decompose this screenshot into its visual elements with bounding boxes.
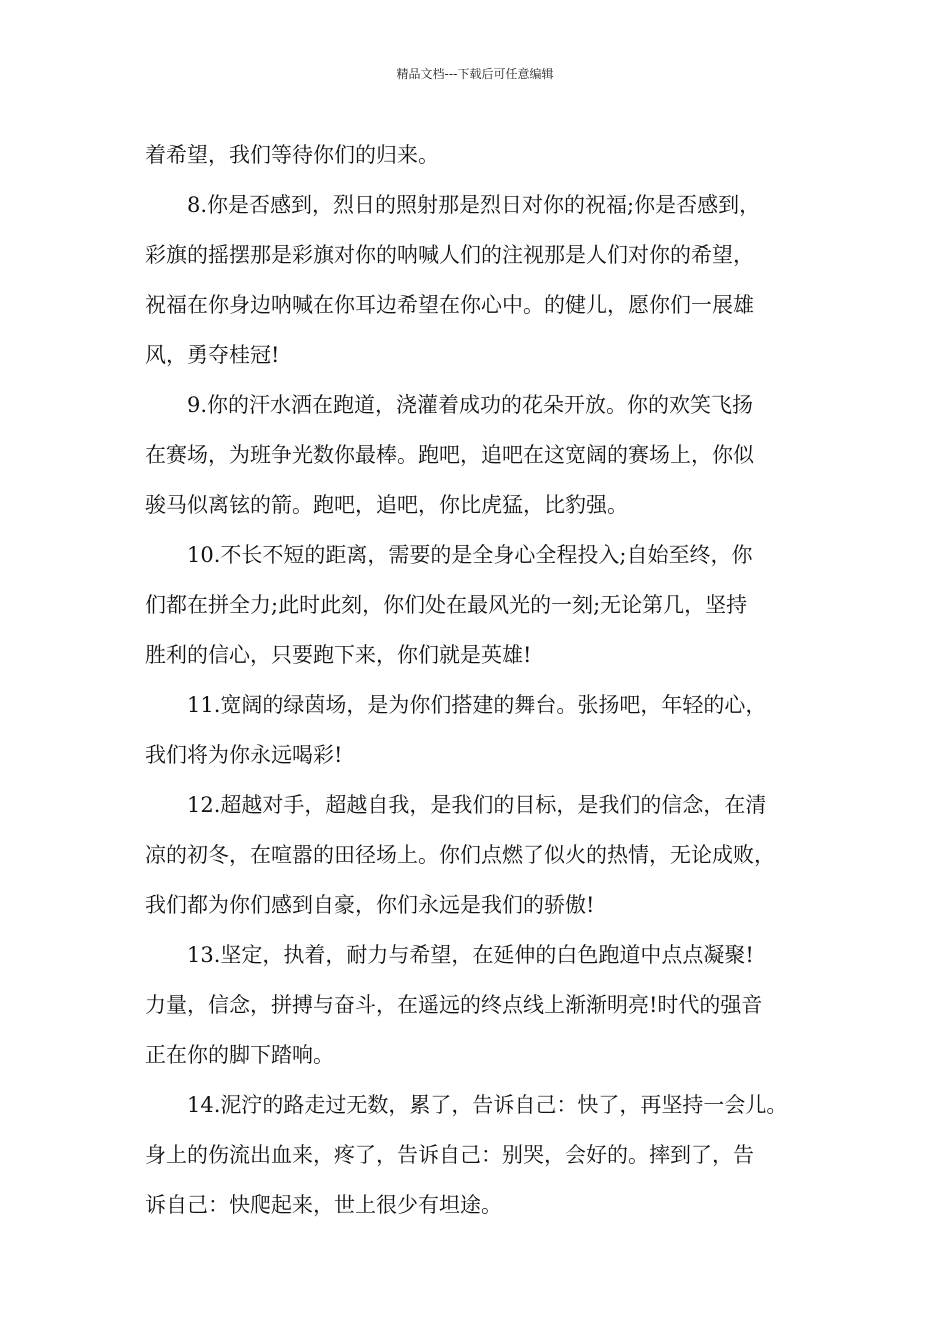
page-header: 精品文档---下载后可任意编辑 (396, 67, 554, 81)
paragraph-line: 力量，信念，拼搏与奋斗，在遥远的终点线上渐渐明亮!时代的强音 (145, 993, 763, 1017)
paragraph-line: 我们都为你们感到自豪，你们永远是我们的骄傲! (145, 893, 595, 917)
paragraph-line: 14.泥泞的路走过无数，累了，告诉自己：快了，再坚持一会儿。 (187, 1093, 788, 1117)
paragraph-line: 11.宽阔的绿茵场，是为你们搭建的舞台。张扬吧，年轻的心， (187, 693, 767, 717)
paragraph-line: 正在你的脚下踏响。 (145, 1043, 334, 1067)
paragraph-line: 着希望，我们等待你们的归来。 (145, 143, 439, 167)
paragraph-line: 祝福在你身边呐喊在你耳边希望在你心中。的健儿，愿你们一展雄 (145, 293, 754, 317)
paragraph-line: 10.不长不短的距离，需要的是全身心全程投入;自始至终，你 (187, 543, 753, 567)
document-body (145, 130, 835, 1230)
paragraph-line: 身上的伤流出血来，疼了，告诉自己：别哭，会好的。摔到了，告 (145, 1143, 754, 1167)
paragraph-line: 12.超越对手，超越自我，是我们的目标，是我们的信念，在清 (187, 793, 767, 817)
paragraph-line: 风，勇夺桂冠! (145, 343, 280, 367)
paragraph-line: 我们将为你永远喝彩! (145, 743, 343, 767)
paragraph-line: 彩旗的摇摆那是彩旗对你的呐喊人们的注视那是人们对你的希望， (145, 243, 754, 267)
paragraph-line: 胜利的信心，只要跑下来，你们就是英雄! (145, 643, 532, 667)
paragraph-line: 在赛场，为班争光数你最棒。跑吧，追吧在这宽阔的赛场上，你似 (145, 443, 754, 467)
paragraph-line: 们都在拼全力;此时此刻，你们处在最风光的一刻;无论第几，坚持 (145, 593, 748, 617)
paragraph-line: 诉自己：快爬起来，世上很少有坦途。 (145, 1193, 502, 1217)
paragraph-line: 8.你是否感到，烈日的照射那是烈日对你的祝福;你是否感到， (187, 193, 761, 217)
paragraph-line: 骏马似离铉的箭。跑吧，追吧，你比虎猛，比豹强。 (145, 493, 628, 517)
paragraph-line: 13.坚定，执着，耐力与希望，在延伸的白色跑道中点点凝聚! (187, 943, 754, 967)
paragraph-line: 凉的初冬，在喧嚣的田径场上。你们点燃了似火的热情，无论成败， (145, 843, 775, 867)
paragraph-line: 9.你的汗水洒在跑道，浇灌着成功的花朵开放。你的欢笑飞扬 (187, 393, 754, 417)
